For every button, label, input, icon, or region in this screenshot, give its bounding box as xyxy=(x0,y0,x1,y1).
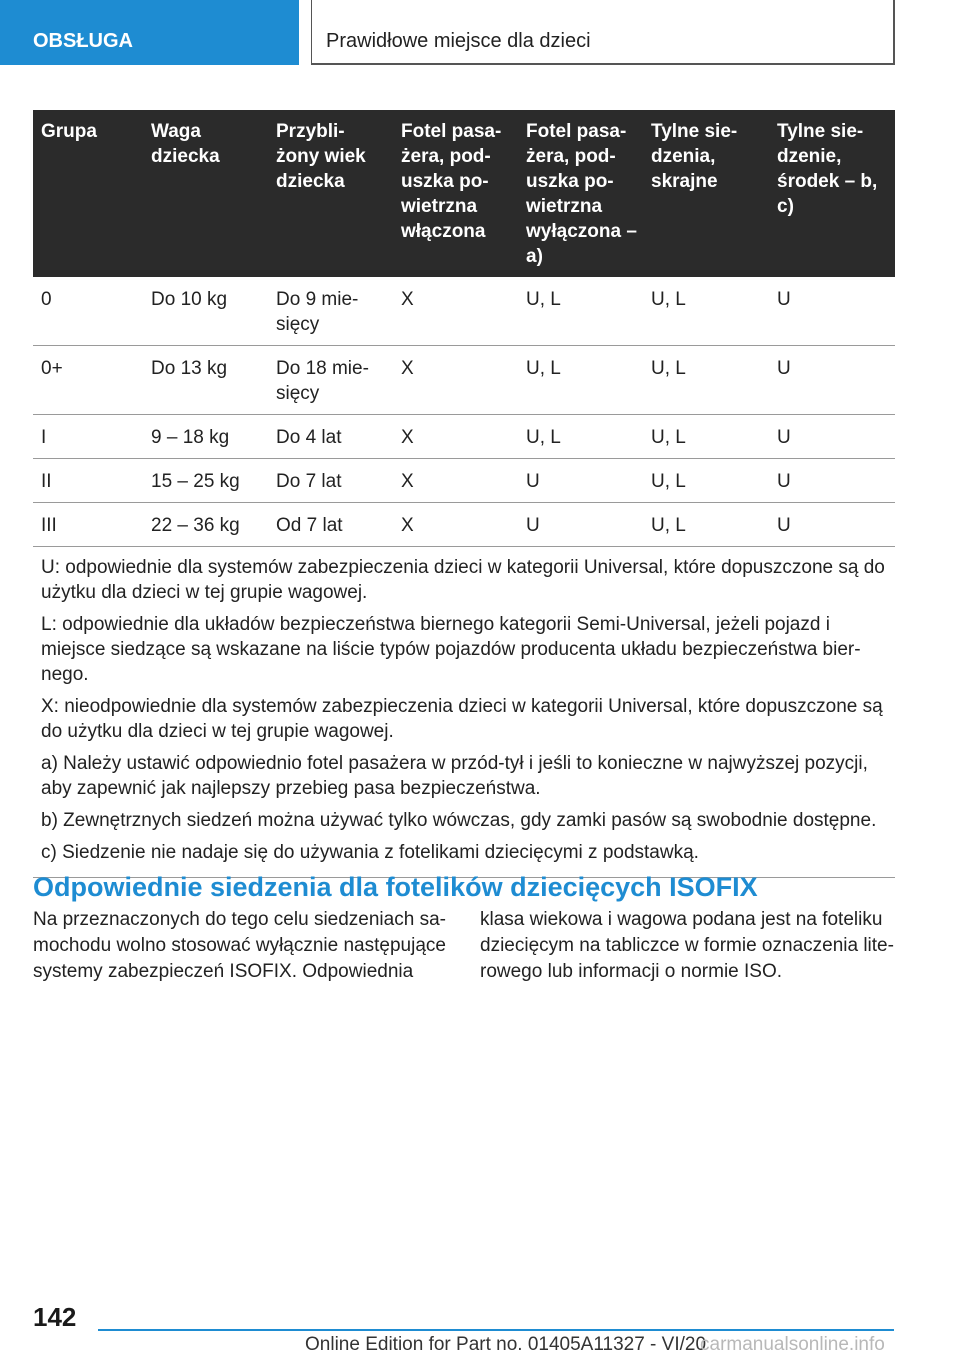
table-row xyxy=(33,277,895,346)
table-cell: U, L xyxy=(643,346,769,415)
col-header-rear-outer: Tylne sie-dzenia, skrajne xyxy=(643,110,769,277)
table-cell: 0 xyxy=(33,277,143,346)
table-header-row xyxy=(33,110,895,277)
table-cell: Do 4 lat xyxy=(268,415,393,459)
table-cell: U xyxy=(769,415,895,459)
table-cell: 22 – 36 kg xyxy=(143,503,268,547)
table-cell: 15 – 25 kg xyxy=(143,459,268,503)
table-cell: X xyxy=(393,415,518,459)
table-cell: I xyxy=(33,415,143,459)
note-x: X: nieodpowiednie dla systemów zabezpieczenia dzieci w kategorii Universal, które dopuszczone są do użytku dla dzieci w tej grupie wagowej. xyxy=(41,696,883,742)
child-seat-table xyxy=(33,110,895,878)
table-cell: X xyxy=(393,503,518,547)
table-row xyxy=(33,346,895,415)
note-l: L: odpowiednie dla układów bezpieczeństwa biernego kategorii Semi-Universal, jeżeli pojazd i miejsce siedzące są wskazane na liście typów pojazdów producenta układu bezpieczeństwa bier-nego. xyxy=(41,614,861,685)
table-cell: Do 18 mie-sięcy xyxy=(268,346,393,415)
table-cell: U xyxy=(769,503,895,547)
table-row xyxy=(33,459,895,503)
col-header-passenger-airbag-on: Fotel pasa-żera, pod-uszka po-wietrzna włączona xyxy=(393,110,518,277)
chapter-title: Prawidłowe miejsce dla dzieci xyxy=(311,0,895,65)
table-cell: Od 7 lat xyxy=(268,503,393,547)
page-number: 142 xyxy=(33,1302,77,1332)
table-cell: U, L xyxy=(518,346,643,415)
table-cell: 0+ xyxy=(33,346,143,415)
table-cell: U xyxy=(518,459,643,503)
section-tab: OBSŁUGA xyxy=(0,0,299,65)
footer-divider xyxy=(98,1329,894,1331)
edition-footer: Online Edition for Part no. 01405A11327 - VI/20 xyxy=(305,1334,707,1355)
table-cell: X xyxy=(393,459,518,503)
col-header-weight: Waga dziecka xyxy=(143,110,268,277)
section-heading: Odpowiednie siedzenia dla fotelików dziecięcych ISOFIX xyxy=(33,872,758,902)
table-cell: II xyxy=(33,459,143,503)
table-cell: 9 – 18 kg xyxy=(143,415,268,459)
table-cell: U xyxy=(769,277,895,346)
table-cell: U xyxy=(769,346,895,415)
col-header-group: Grupa xyxy=(33,110,143,277)
note-c: c) Siedzenie nie nadaje się do używania z fotelikami dziecięcymi z podstawką. xyxy=(41,842,699,863)
col-header-rear-middle: Tylne sie-dzenie, środek – b, c) xyxy=(769,110,895,277)
table-cell: III xyxy=(33,503,143,547)
table-cell: U, L xyxy=(643,415,769,459)
table-cell: U xyxy=(518,503,643,547)
note-b: b) Zewnętrznych siedzeń można używać tylko wówczas, gdy zamki pasów są swobodnie dostępne. xyxy=(41,810,877,831)
table-cell: X xyxy=(393,277,518,346)
table-cell: U, L xyxy=(643,277,769,346)
table-cell: X xyxy=(393,346,518,415)
note-a: a) Należy ustawić odpowiednio fotel pasażera w przód-tył i jeśli to konieczne w najwyższej pozycji, aby zapewnić jak najlepszy przebieg pasa bezpieczeństwa. xyxy=(41,753,868,799)
table-cell: Do 7 lat xyxy=(268,459,393,503)
table-cell: U, L xyxy=(518,277,643,346)
col-header-age: Przybli-żony wiek dziecka xyxy=(268,110,393,277)
note-u: U: odpowiednie dla systemów zabezpieczenia dzieci w kategorii Universal, które dopuszczone są do użytku dla dzieci w tej grupie wagowej. xyxy=(41,557,885,603)
watermark: carmanualsonline.info xyxy=(700,1334,885,1355)
table-row xyxy=(33,503,895,547)
table-cell: U, L xyxy=(643,503,769,547)
table-cell: Do 10 kg xyxy=(143,277,268,346)
table-cell: U, L xyxy=(643,459,769,503)
table-cell: Do 13 kg xyxy=(143,346,268,415)
body-text-right: klasa wiekowa i wagowa podana jest na foteliku dziecięcym na tabliczce w formie oznaczenia lite-rowego lub informacji o normie ISO. xyxy=(480,909,894,982)
col-header-passenger-airbag-off: Fotel pasa-żera, pod-uszka po-wietrzna wyłączona – a) xyxy=(518,110,643,277)
table-notes-row xyxy=(33,547,895,878)
table-row xyxy=(33,415,895,459)
table-cell: Do 9 mie-sięcy xyxy=(268,277,393,346)
table-notes xyxy=(33,547,895,878)
table-cell: U xyxy=(769,459,895,503)
table-cell: U, L xyxy=(518,415,643,459)
body-text-left: Na przeznaczonych do tego celu siedzeniach sa-mochodu wolno stosować wyłącznie następujące systemy zabezpieczeń ISOFIX. Odpowiednia xyxy=(33,909,446,982)
